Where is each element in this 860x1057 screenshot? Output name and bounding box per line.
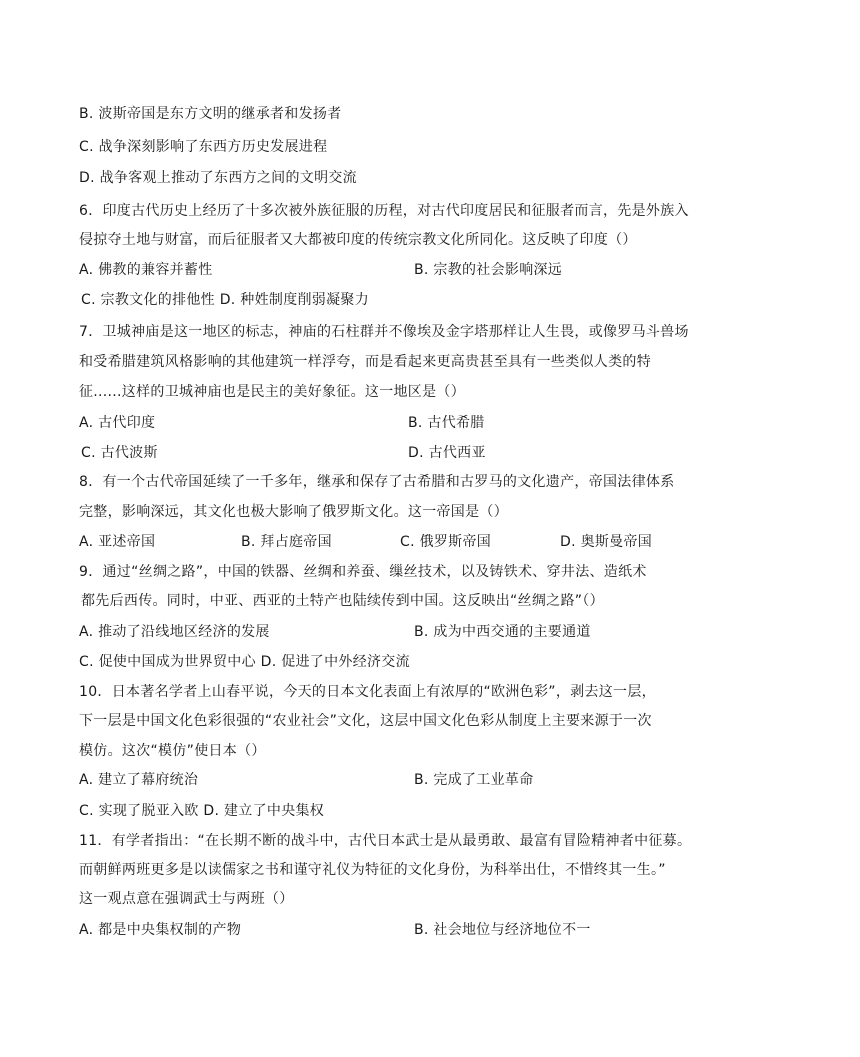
option-c-q5: C. 战争深刻影响了东西方历史发展进程 <box>79 139 328 155</box>
option-b-q9: B. 成为中西交通的主要通道 <box>414 624 591 640</box>
option-cd-q6: C. 宗教文化的排他性 D. 种姓制度削弱凝聚力 <box>81 292 370 308</box>
option-cd-q9: C. 促使中国成为世界贸中心 D. 促进了中外经济交流 <box>79 654 410 670</box>
option-d-q5: D. 战争客观上推动了东西方之间的文明交流 <box>79 170 357 186</box>
option-a-q10: A. 建立了幕府统治 <box>79 772 199 788</box>
question-7-line-2: 和受希腊建筑风格影响的其他建筑一样浮夸，而是看起来更高贵甚至具有一些类似人类的特 <box>79 354 651 370</box>
question-10-line-3: 模仿。这次“模仿”使日本（） <box>79 743 266 759</box>
question-10-line-1: 10．日本著名学者上山春平说，今天的日本文化表面上有浓厚的“欧洲色彩”，剥去这一层， <box>79 684 656 700</box>
option-b-q5: B. 波斯帝国是东方文明的继承者和发扬者 <box>79 106 342 122</box>
question-7-line-3: 征......这样的卫城神庙也是民主的美好象征。这一地区是（） <box>79 384 465 400</box>
question-10-line-2: 下一层是中国文化色彩很强的“农业社会”文化，这层中国文化色彩从制度上主要来源于一次 <box>79 713 652 729</box>
option-b-q10: B. 完成了工业革命 <box>414 772 534 788</box>
option-b-q11: B. 社会地位与经济地位不一 <box>414 922 591 938</box>
option-d-q7: D. 古代西亚 <box>408 445 486 461</box>
question-6-line-2: 侵掠夺土地与财富，而后征服者又大都被印度的传统宗教文化所同化。这反映了印度（） <box>79 232 637 248</box>
question-9-line-2: 都先后西传。同时，中亚、西亚的土特产也陆续传到中国。这反映出“丝绸之路”（） <box>81 593 604 609</box>
question-6-line-1: 6．印度古代历史上经历了十多次被外族征服的历程，对古代印度居民和征服者而言，先是外族入 <box>79 203 689 219</box>
option-b-q7: B. 古代希腊 <box>408 415 485 431</box>
question-8-line-2: 完整，影响深远，其文化也极大影响了俄罗斯文化。这一帝国是（） <box>79 504 508 520</box>
option-b-q6: B. 宗教的社会影响深远 <box>414 262 563 278</box>
option-b-q8: B. 拜占庭帝国 <box>241 534 332 550</box>
option-c-q7: C. 古代波斯 <box>81 445 158 461</box>
option-a-q7: A. 古代印度 <box>79 415 156 431</box>
option-a-q11: A. 都是中央集权制的产物 <box>79 922 242 938</box>
option-a-q9: A. 推动了沿线地区经济的发展 <box>79 624 270 640</box>
question-11-line-1: 11．有学者指出：“在长期不断的战斗中，古代日本武士是从最勇敢、最富有冒险精神者中征募。 <box>79 833 692 849</box>
option-cd-q10: C. 实现了脱亚入欧 D. 建立了中央集权 <box>79 803 325 819</box>
question-7-line-1: 7．卫城神庙是这一地区的标志，神庙的石柱群并不像埃及金字塔那样让人生畏，或像罗马斗兽场 <box>79 324 689 340</box>
question-11-line-3: 这一观点意在强调武士与两班（） <box>79 891 294 907</box>
question-11-line-2: 而朝鲜两班更多是以读儒家之书和谨守礼仪为特征的文化身份，为科举出仕，不惜终其一生。” <box>79 862 666 878</box>
option-a-q6: A. 佛教的兼容并蓄性 <box>79 262 213 278</box>
option-c-q8: C. 俄罗斯帝国 <box>400 534 492 550</box>
option-d-q8: D. 奥斯曼帝国 <box>560 534 653 550</box>
question-8-line-1: 8．有一个古代帝国延续了一千多年，继承和保存了古希腊和古罗马的文化遗产，帝国法律体系 <box>79 474 675 490</box>
question-9-line-1: 9．通过“丝绸之路”，中国的铁器、丝绸和养蚕、缫丝技术，以及铸铁术、穿井法、造纸术 <box>79 564 647 580</box>
option-a-q8: A. 亚述帝国 <box>79 534 156 550</box>
